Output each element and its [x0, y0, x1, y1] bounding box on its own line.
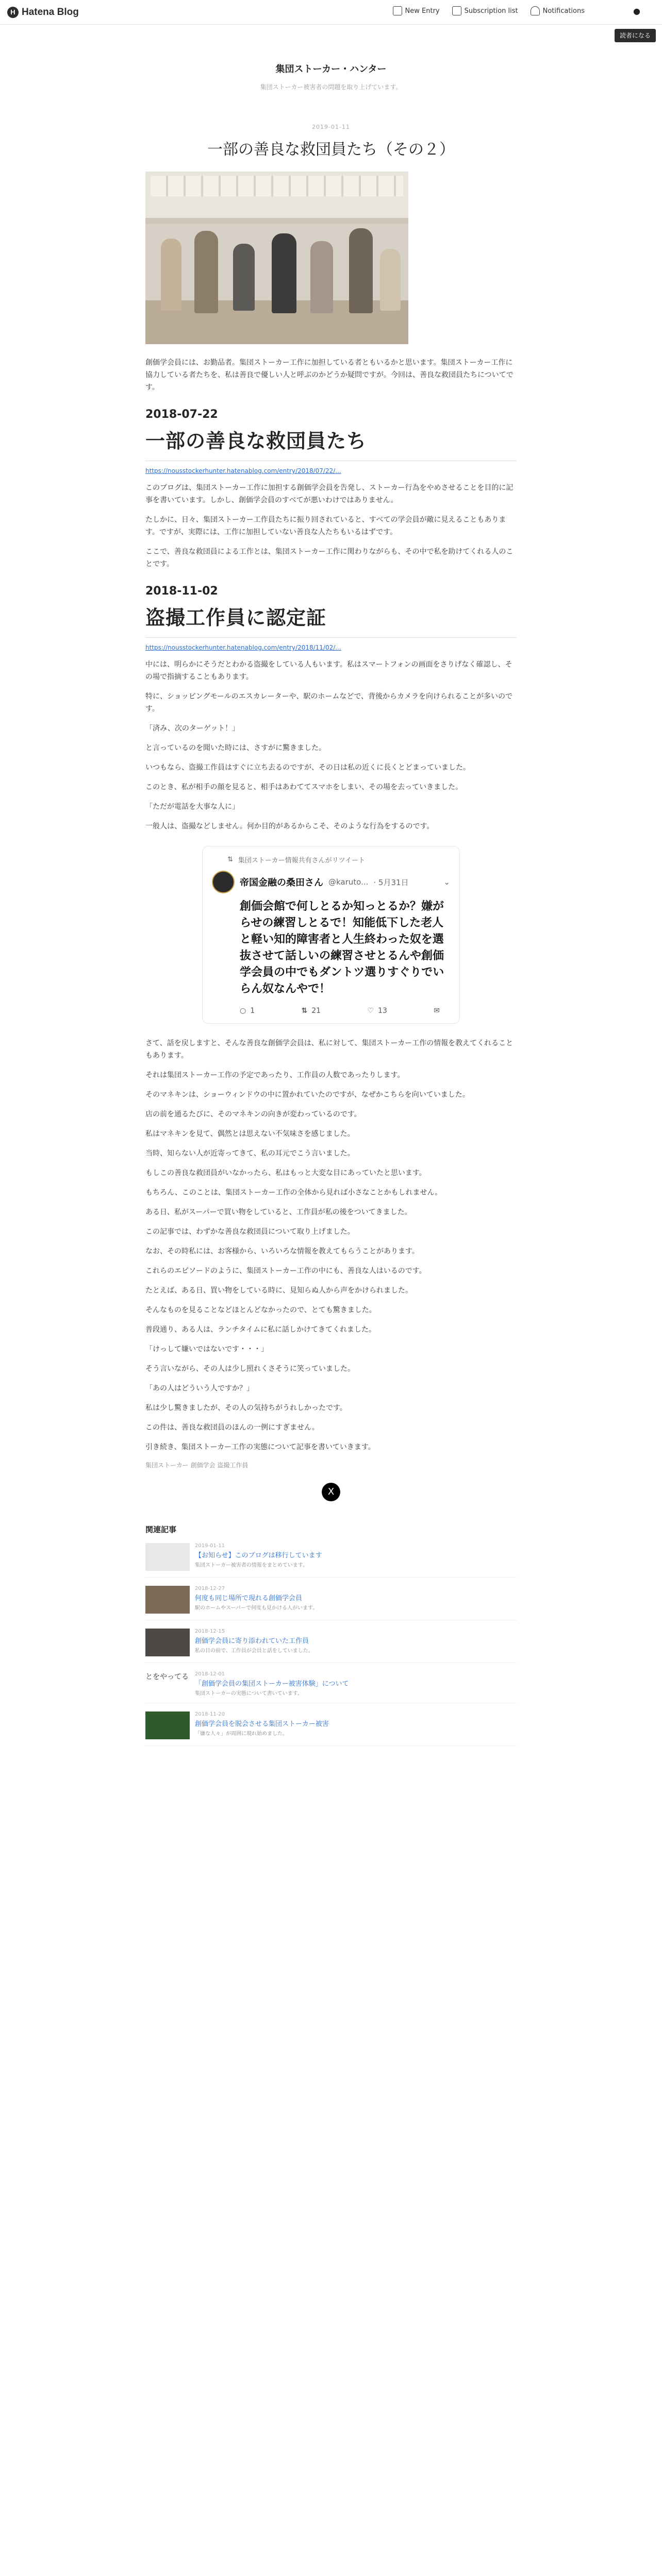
related-excerpt: 集団ストーカー被害者の情報をまとめています。	[195, 1563, 308, 1568]
tweet-date[interactable]: · 5月31日	[373, 877, 409, 887]
new-entry-link[interactable]	[393, 6, 440, 15]
quoted-entry-link[interactable]: https://nousstockerhunter.hatenablog.com/entry/2018/07/22/...	[145, 467, 341, 474]
subscribe-button[interactable]: 読者になる	[615, 29, 656, 42]
top-nav-links	[393, 6, 585, 15]
paragraph: さて、話を戻しますと、そんな善良な創価学会員は、私に対して、集団ストーカー工作の情報を教えてくれることもあります。	[145, 1039, 514, 1060]
reply-count: 1	[250, 1007, 255, 1015]
tweet-author-name[interactable]: 帝国金融の桑田さん	[240, 877, 323, 888]
subscription-label: Subscription list	[464, 7, 518, 15]
paragraph: 創価学会員には、お勤品者。集団ストーカー工作に加担している者ともいるかと思います。集団ストーカー工作に協力している者たちを、私は善良で優しい人と呼ぶのかどうか疑問ですが。今回は、善良な救団員たちについてです。	[145, 359, 514, 392]
tweet-handle: @karuto...	[328, 877, 369, 887]
related-thumbnail	[145, 1586, 190, 1614]
paragraph: 「けっして嫌いではないです・・・」	[145, 1345, 268, 1353]
paragraph: この件は、善良な救団員のほんの一例にすぎません。	[145, 1423, 319, 1432]
heart-icon: ♡	[367, 1007, 374, 1015]
paragraph: たとえば、ある日、買い物をしている時に、見知らぬ人から声をかけられました。	[145, 1286, 412, 1295]
paragraph: ある日、私がスーパーで買い物をしていると、工作員が私の後をついてきました。	[145, 1208, 412, 1216]
like-button[interactable]	[367, 1007, 387, 1015]
list-icon	[452, 6, 461, 15]
paragraph: いつもなら、盗撮工作員はすぐに立ち去るのですが、その日は私の近くに長くとどまっていました。	[145, 764, 470, 772]
quoted-entry-title: 一部の善良な救団員たち	[145, 430, 367, 452]
retweet-icon: ⇅	[227, 856, 233, 863]
entry-date[interactable]: 2019-01-11	[312, 124, 350, 130]
entry-tags[interactable]: 集団ストーカー 創価学会 盗撮工作員	[145, 1462, 249, 1469]
related-item[interactable]	[145, 1543, 517, 1578]
logo-text: Hatena Blog	[22, 7, 79, 18]
paragraph: この記事では、わずかな善良な救団員について取り上げました。	[145, 1228, 355, 1236]
paragraph: と言っているのを聞いた時には、さすがに驚きました。	[145, 744, 326, 752]
quoted-entry-link[interactable]: https://nousstockerhunter.hatenablog.com/entry/2018/11/02/...	[145, 644, 341, 651]
retweeter-label: 集団ストーカー情報共有さんがリツイート	[238, 857, 365, 865]
tweet-actions	[240, 1007, 440, 1015]
like-count: 13	[378, 1007, 387, 1015]
paragraph: 中には、明らかにそうだとわかる盗撮をしている人もいます。私はスマートフォンの画面をさりげなく確認し、その場で指摘することもあります。	[145, 660, 512, 681]
related-title[interactable]: 【お知らせ】このブログは移行しています	[195, 1552, 322, 1560]
blog-description: 集団ストーカー被害者の問題を取り上げています。	[260, 83, 402, 91]
divider	[145, 637, 517, 638]
paragraph: これらのエピソードのように、集団ストーカー工作の中にも、善良な人はいるのです。	[145, 1267, 426, 1275]
user-avatar[interactable]	[632, 6, 641, 16]
paragraph: そう言いながら、その人は少し照れくさそうに笑っていました。	[145, 1365, 355, 1373]
article-body	[145, 357, 517, 1746]
related-thumbnail	[145, 1711, 190, 1739]
user-icon: ●	[633, 6, 640, 16]
paragraph: このブログは、集団ストーカー工作に加担する創価学会員を告発し、ストーカー行為をやめさせることを目的に記事を書いています。しかし、創価学会員のすべてが悪いわけではありません。	[145, 484, 514, 504]
related-item[interactable]	[145, 1586, 517, 1620]
paragraph: 当時、知らない人が近寄ってきて、私の耳元でこう言いました。	[145, 1149, 355, 1158]
retweet-button[interactable]	[302, 1007, 321, 1015]
bell-icon	[531, 6, 540, 15]
pencil-icon	[393, 6, 402, 15]
paragraph: もしこの善良な救団員がいなかったら、私はもっと大変な目にあっていたと思います。	[145, 1169, 426, 1177]
tweet-header	[212, 871, 450, 893]
related-heading: 関連記事	[145, 1525, 177, 1534]
mail-icon: ✉	[434, 1007, 440, 1015]
related-title[interactable]: 創価学会員を脱会させる集団ストーカー被害	[195, 1720, 329, 1728]
notifications-link[interactable]	[531, 6, 585, 15]
quoted-entry-date: 2018-11-02	[145, 585, 218, 598]
paragraph: 一般人は、盗撮などしません。何か目的があるからこそ、そのような行為をするのです。	[145, 822, 434, 831]
paragraph: 引き続き、集団ストーカー工作の実態について記事を書いていきます。	[145, 1443, 375, 1451]
related-date: 2019-01-11	[195, 1543, 225, 1549]
related-date: 2018-11-20	[195, 1711, 225, 1717]
top-navigation-bar	[0, 0, 662, 25]
article	[145, 124, 517, 1746]
paragraph: 「済み、次のターゲット！」	[145, 724, 240, 733]
retweet-icon: ⇅	[301, 1007, 308, 1015]
paragraph: 特に、ショッピングモールのエスカレーターや、駅のホームなどで、背後からカメラを向けられることが多いのです。	[145, 692, 513, 713]
subscription-list-link[interactable]	[452, 6, 518, 15]
retweet-line	[227, 855, 450, 865]
related-item[interactable]	[145, 1629, 517, 1663]
retweet-count: 21	[311, 1007, 321, 1015]
article-photo	[145, 172, 408, 344]
paragraph: 「ただが電話を大事な人に」	[145, 803, 239, 811]
share-button[interactable]	[434, 1007, 440, 1015]
notifications-label: Notifications	[542, 7, 585, 15]
paragraph: もちろん、このことは、集団ストーカー工作の全体から見れば小さなことかもしれません。	[145, 1189, 442, 1197]
paragraph: それは集団ストーカー工作の予定であったり、工作員の人数であったりします。	[145, 1071, 405, 1079]
related-thumbnail	[145, 1543, 190, 1571]
reply-button[interactable]	[240, 1007, 255, 1015]
related-excerpt: 駅のホームやスーパーで何度も見かける人がいます。	[195, 1605, 318, 1611]
more-options-icon[interactable]: ⌄	[443, 877, 450, 887]
related-date: 2018-12-15	[195, 1629, 225, 1634]
paragraph: そのマネキンは、ショーウィンドウの中に置かれていたのですが、なぜかこちらを向いていました。	[145, 1091, 470, 1099]
related-side-text: とをやってる	[145, 1673, 189, 1681]
reply-icon: ○	[240, 1007, 246, 1015]
related-thumbnail	[145, 1629, 190, 1656]
related-title[interactable]: 何度も同じ場所で現れる創価学会員	[195, 1595, 303, 1602]
entry-title[interactable]: 一部の善良な救団員たち（その２）	[207, 141, 455, 159]
paragraph: 「あの人はどういう人ですか？」	[145, 1384, 254, 1393]
paragraph: 私は少し驚きましたが、その人の気持ちがうれしかったです。	[145, 1404, 347, 1412]
related-item[interactable]	[145, 1671, 517, 1703]
embedded-tweet[interactable]	[202, 846, 460, 1024]
hatena-logo-icon: H	[7, 7, 19, 18]
tweet-avatar[interactable]	[212, 871, 235, 893]
related-title[interactable]: 創価学会員に寄り添われていた工作員	[195, 1637, 309, 1645]
tweet-text: 創価会館で何しとるか知っとるか？嫌がらせの練習しとるで！知能低下した老人と軽い知的障害者と人生終わった奴を選抜させて話しいの練習させとるんや創価学会員の中でもダントツ選りすぐりでいらん奴なんやで！	[240, 900, 444, 995]
paragraph: 店の前を通るたびに、そのマネキンの向きが変わっているのです。	[145, 1110, 361, 1118]
quoted-entry-title: 盗撮工作員に認定証	[145, 606, 327, 629]
related-title[interactable]: 「創価学会員の集団ストーカー被害体験」について	[195, 1680, 349, 1688]
x-share-icon[interactable]: X	[322, 1483, 340, 1501]
hatena-blog-logo[interactable]	[7, 6, 79, 19]
paragraph: 普段通り、ある人は、ランチタイムに私に話しかけてきてくれました。	[145, 1326, 376, 1334]
related-date: 2018-12-27	[195, 1586, 225, 1591]
paragraph: ここで、善良な救団員による工作とは、集団ストーカー工作に関わりながらも、その中で私を助けてくれる人のことです。	[145, 548, 514, 568]
related-excerpt: 集団ストーカーの実態について書いています。	[195, 1691, 303, 1697]
paragraph: そんなものを見ることなどほとんどなかったので、とても驚きました。	[145, 1306, 376, 1314]
related-item[interactable]	[145, 1711, 517, 1746]
related-excerpt: 私の目の前で、工作員が会員と話をしていました。	[195, 1648, 313, 1654]
paragraph: たしかに、日々、集団ストーカー工作員たちに振り回されていると、すべての学会員が敵に見えることもあります。ですが、実際には、工作に加担していない善良な人たちもいるはずです。	[145, 516, 506, 536]
quoted-entry-date: 2018-07-22	[145, 408, 218, 421]
related-excerpt: 「嫌な人々」が周囲に現れ始めました。	[195, 1731, 288, 1737]
blog-header	[0, 62, 662, 91]
new-entry-label: New Entry	[405, 7, 440, 15]
paragraph: 私はマネキンを見て、偶然とは思えない不気味さを感じました。	[145, 1130, 355, 1138]
blog-title[interactable]: 集団ストーカー・ハンター	[275, 64, 387, 75]
paragraph: なお、その時私には、お客様から、いろいろな情報を教えてもらうことがあります。	[145, 1247, 419, 1256]
paragraph: このとき、私が相手の顔を見ると、相手はあわててスマホをしまい、その場を去っていきました。	[145, 783, 463, 791]
related-date: 2018-12-01	[195, 1671, 225, 1677]
